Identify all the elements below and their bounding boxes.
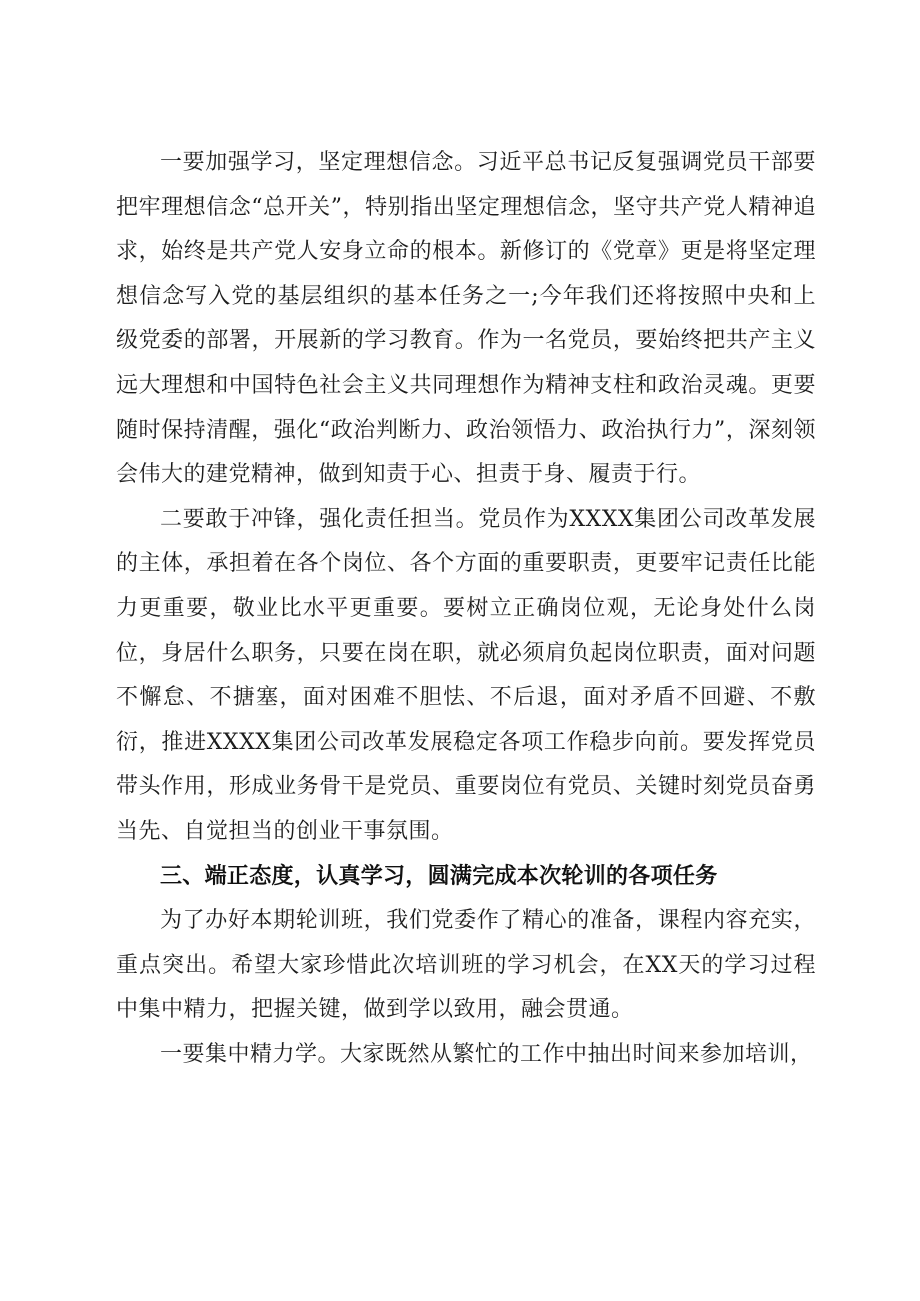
paragraph-take-responsibility: 二要敢于冲锋，强化责任担当。党员作为XXXX集团公司改革发展的主体，承担着在各个岗位、各个方面的重要职责，更要牢记责任比能力更重要，敬业比水平更重要。要树立正确岗位观，无论身处什么岗位，身居什么职务，只要在岗在职，就必须肩负起岗位职责，面对问题不懈怠、不搪塞，面对困难不胆怯、不后退，面对矛盾不回避、不敷衍，推进XXXX集团公司改革发展稳定各项工作稳步向前。要发挥党员带头作用，形成业务骨干是党员、重要岗位有党员、关键时刻党员奋勇当先、自觉担当的创业干事氛围。	[116, 506, 816, 844]
section-heading-three: 三、端正态度，认真学习，圆满完成本次轮训的各项任务	[160, 863, 718, 889]
paragraph-strengthen-study: 一要加强学习，坚定理想信念。习近平总书记反复强调党员干部要把牢理想信念“总开关”，特别指出坚定理想信念，坚守共产党人精神追求，始终是共产党人安身立命的根本。新修订的《党章》更是将坚定理想信念写入党的基层组织的基本任务之一;今年我们还将按照中央和上级党委的部署，开展新的学习教育。作为一名党员，要始终把共产主义远大理想和中国特色社会主义共同理想作为精神支柱和政治灵魂。更要随时保持清醒，强化“政治判断力、政治领悟力、政治执行力”，深刻领会伟大的建党精神，做到知责于心、担责于身、履责于行。	[116, 150, 816, 488]
document-body	[116, 141, 816, 1077]
paragraph-focus-study: 一要集中精力学。大家既然从繁忙的工作中抽出时间来参加培训，	[160, 1041, 813, 1067]
paragraph-training-intro: 为了办好本期轮训班，我们党委作了精心的准备，课程内容充实，重点突出。希望大家珍惜此次培训班的学习机会，在XX天的学习过程中集中精力，把握关键，做到学以致用，融会贯通。	[116, 908, 816, 1023]
